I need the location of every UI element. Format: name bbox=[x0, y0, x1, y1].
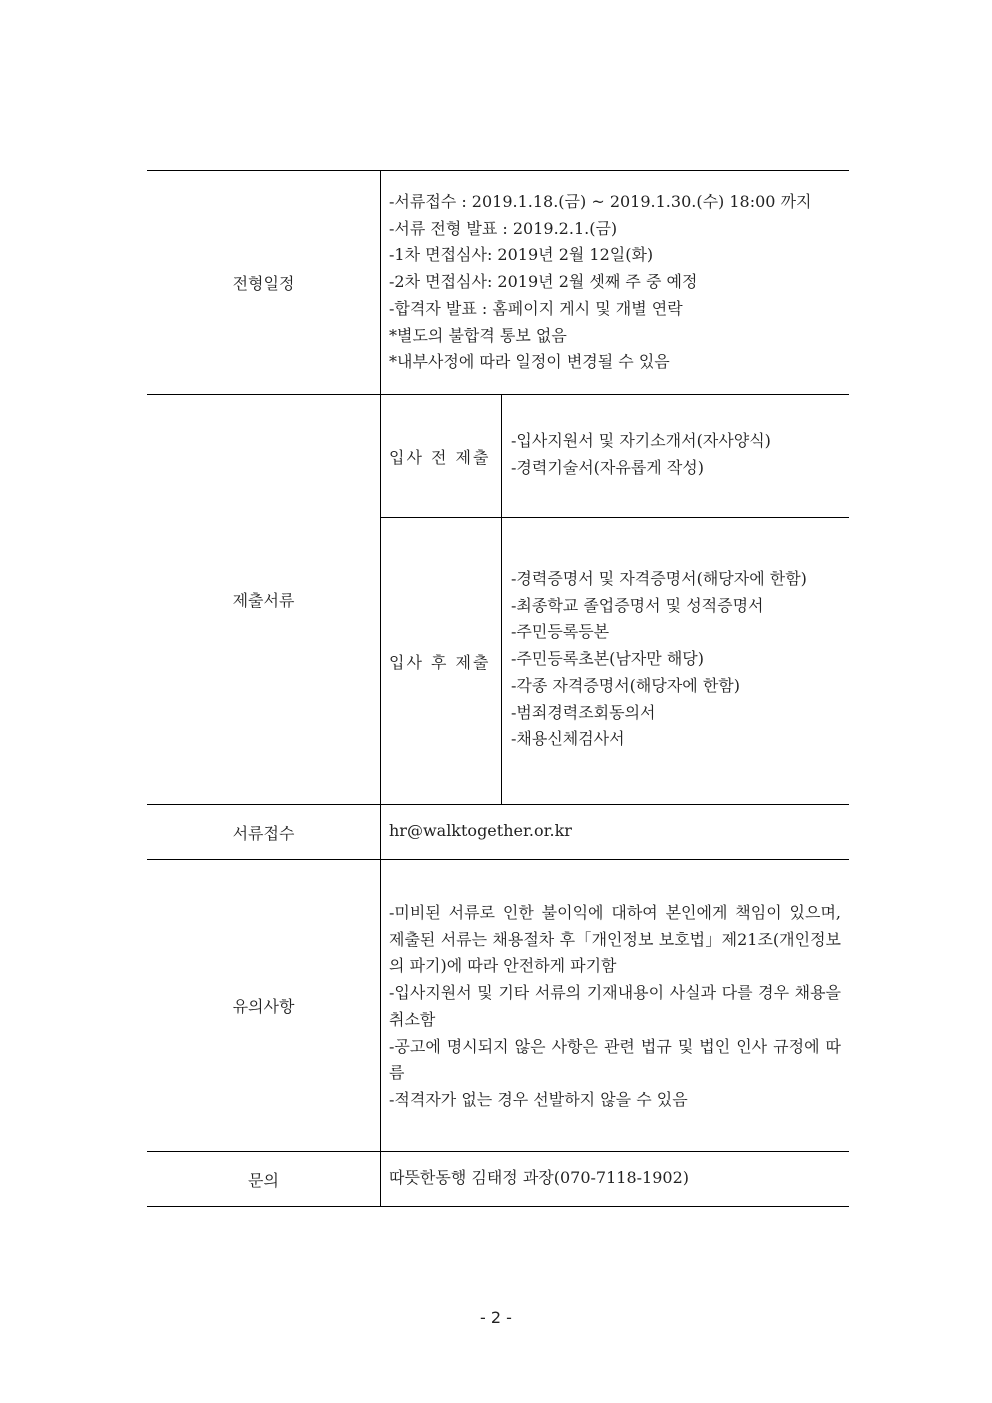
document-item: -주민등록등본 bbox=[511, 622, 610, 642]
document-item: -각종 자격증명서(해당자에 한함) bbox=[511, 675, 740, 695]
documents-label: 제출서류 bbox=[232, 591, 295, 610]
contact-content bbox=[380, 1152, 849, 1206]
submission-content bbox=[380, 805, 849, 859]
notes-row bbox=[147, 859, 849, 1151]
note-item: -적격자가 없는 경우 선발하지 않을 수 있음 bbox=[389, 1089, 688, 1109]
contact-value: 따뜻한동행 김태정 과장(070-7118-1902) bbox=[389, 1167, 690, 1187]
document-item: -채용신체검사서 bbox=[511, 729, 625, 749]
schedule-line: -1차 면접심사: 2019년 2월 12일(화) bbox=[389, 245, 654, 265]
document-item: -최종학교 졸업증명서 및 성적증명서 bbox=[511, 595, 764, 615]
documents-after-block bbox=[381, 517, 849, 804]
note-item: -입사지원서 및 기타 서류의 기재내용이 사실과 다를 경우 채용을 취소함 bbox=[389, 983, 841, 1029]
page-number: - 2 - bbox=[480, 1308, 512, 1327]
schedule-line: *내부사정에 따라 일정이 변경될 수 있음 bbox=[389, 352, 670, 372]
note-item: -공고에 명시되지 않은 사항은 관련 법규 및 법인 인사 규정에 따름 bbox=[389, 1036, 841, 1083]
notes-content bbox=[380, 860, 849, 1151]
schedule-line: -합격자 발표 : 홈페이지 게시 및 개별 연락 bbox=[389, 298, 683, 318]
schedule-line: -서류접수 : 2019.1.18.(금) ~ 2019.1.30.(수) 18:00 까지 bbox=[389, 192, 812, 211]
schedule-line: -서류 전형 발표 : 2019.2.1.(금) bbox=[389, 218, 618, 238]
document-item: -주민등록초본(남자만 해당) bbox=[511, 649, 704, 669]
documents-before-block bbox=[381, 395, 849, 517]
schedule-row bbox=[147, 170, 849, 394]
contact-row bbox=[147, 1151, 849, 1207]
document-item: -경력증명서 및 자격증명서(해당자에 한함) bbox=[511, 569, 807, 589]
document-item: -경력기술서(자유롭게 작성) bbox=[511, 457, 704, 477]
submission-row bbox=[147, 804, 849, 859]
submission-label: 서류접수 bbox=[232, 823, 295, 843]
note-item: -미비된 서류로 인한 불이익에 대하여 본인에게 책임이 있으며, 제출된 서류는 채용절차 후「개인정보 보호법」제21조(개인정보의 파기)에 따라 안전하게 파기함 bbox=[389, 903, 841, 976]
schedule-line: -2차 면접심사: 2019년 2월 셋째 주 중 예정 bbox=[389, 272, 698, 292]
document-item: -입사지원서 및 자기소개서(자사양식) bbox=[511, 430, 771, 450]
documents-after-label: 입사 후 제출 bbox=[381, 518, 502, 804]
schedule-line: *별도의 불합격 통보 없음 bbox=[389, 325, 567, 345]
recruitment-info-table bbox=[147, 170, 849, 1207]
documents-row bbox=[147, 394, 849, 804]
schedule-label: 전형일정 bbox=[232, 274, 295, 293]
contact-label: 문의 bbox=[248, 1170, 279, 1190]
documents-before-label: 입사 전 제출 bbox=[381, 395, 502, 517]
document-item: -범죄경력조회동의서 bbox=[511, 702, 656, 722]
submission-email[interactable]: hr@walktogether.or.kr bbox=[389, 820, 572, 840]
documents-content bbox=[380, 395, 849, 804]
schedule-content bbox=[380, 171, 849, 394]
notes-label: 유의사항 bbox=[232, 997, 295, 1016]
